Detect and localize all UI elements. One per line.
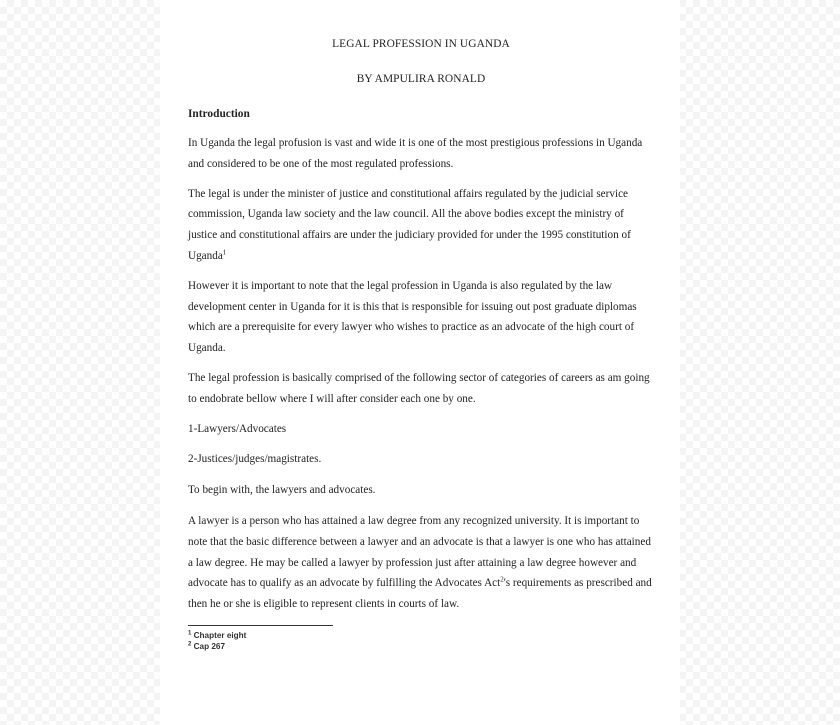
- document-body: [188, 36, 654, 652]
- paragraph-1: In Uganda the legal profusion is vast and wide it is one of the most prestigious professions in Uganda and considered to be one of the most regulated professions.: [188, 137, 643, 170]
- paragraph-2-text: The legal is under the minister of justice and constitutional affairs regulated by the judicial service commission, Uganda law society and the law council. All the above bodies except the ministry of justice and constitutional affairs are under the judiciary provided for under the 1995 constitution of Uganda: [188, 187, 631, 262]
- footnote-ref-2[interactable]: 2: [500, 575, 504, 584]
- footnote-1-mark: 1: [188, 630, 192, 637]
- document-author: BY AMPULIRA RONALD: [356, 73, 486, 85]
- footnote-ref-1[interactable]: 1: [222, 248, 227, 257]
- footnote-1: [188, 630, 654, 641]
- paragraph-8: [188, 511, 654, 615]
- footnote-1-text: Chapter eight: [193, 630, 247, 640]
- footnote-divider: [188, 625, 333, 626]
- list-item-justices: 2-Justices/judges/magistrates.: [188, 453, 322, 466]
- paragraph-7: To begin with, the lawyers and advocates.: [188, 484, 376, 497]
- document-page: [160, 0, 680, 725]
- paragraph-8-text-end: 's requirements as prescribed and then he or she is eligible to represent clients in courts of law.: [188, 577, 652, 611]
- footnote-2-text: Cap 267: [193, 641, 226, 651]
- footnote-2: [188, 641, 654, 652]
- paragraph-3: However it is important to note that the legal profession in Uganda is also regulated by the law development center in Uganda for it is this that is responsible for issuing out post graduate diplomas which are a prerequisite for every lawyer who wishes to practice as an advocate of the high court of Uganda.: [188, 279, 637, 355]
- document-title: LEGAL PROFESSION IN UGANDA: [332, 38, 510, 50]
- paragraph-8-text-start: A lawyer is a person who has attained a law degree from any recognized university. It is important to note that the basic difference between a lawyer and an advocate is that a lawyer is one who has attained a law degree. He may be called a lawyer by profession just after attaining a law degree however and advocate has to qualify as an advocate by fulfilling the Advocates Act: [188, 514, 651, 590]
- paragraph-4: The legal profession is basically comprised of the following sector of categories of careers as am going to endobrate bellow where I will after consider each one by one.: [188, 371, 650, 405]
- paragraph-2: [188, 184, 654, 267]
- footnote-2-mark: 2: [188, 641, 192, 648]
- section-heading-introduction: Introduction: [188, 108, 250, 120]
- list-item-lawyers: 1-Lawyers/Advocates: [188, 422, 287, 435]
